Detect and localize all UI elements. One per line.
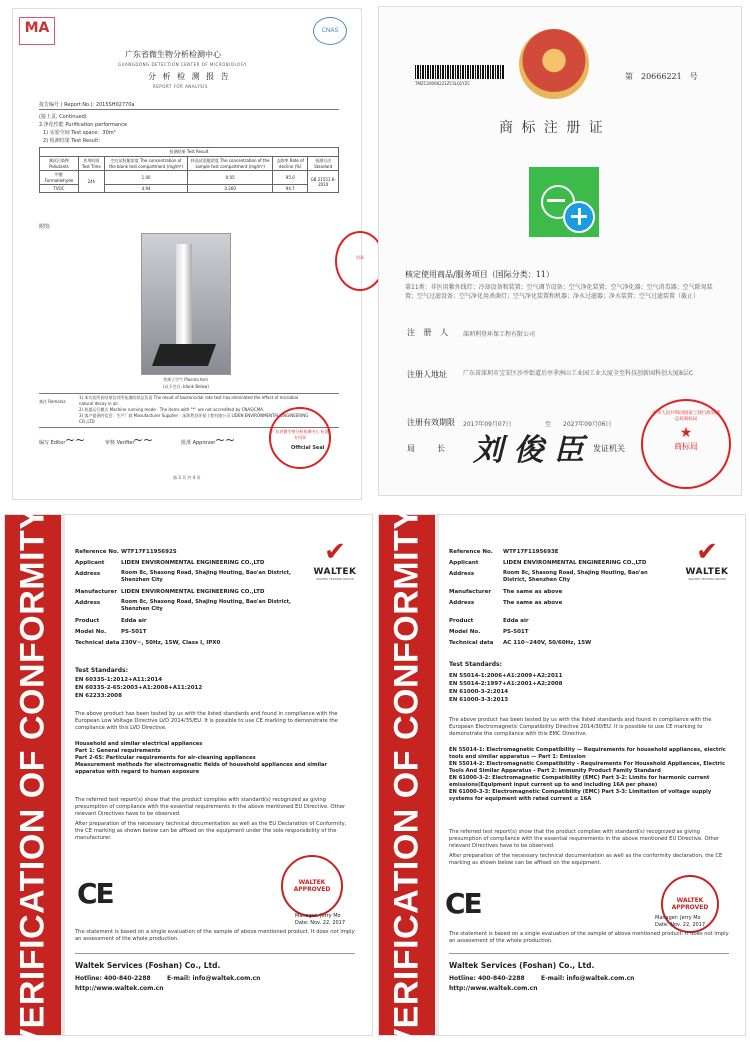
validity-separator: 至 — [545, 421, 552, 428]
standard-item: EN 61000-3-3:2013 — [449, 697, 509, 703]
standards-heading: Test Standards: — [75, 667, 128, 674]
standard-item: EN 60335-2-65:2003+A1:2008+A11:2012 — [75, 685, 203, 691]
table-header: 检测方法 Standard — [308, 157, 339, 171]
issue-date: Date: Nov. 22, 2017 — [295, 920, 346, 926]
table-header: 去除率 Rate of decline (%) — [273, 157, 308, 171]
field-label: Applicant — [449, 560, 479, 566]
table-header: 测试污染物 Pollutants — [40, 157, 79, 171]
emc-certificate — [378, 506, 746, 1052]
star-icon: ★ — [679, 425, 693, 441]
compliance-paragraph: The above product has been tested by us with the listed standards and found in compliance with the European Electromagnetic Compatibility Directive 2014/30/EU. It is possible to use CE marking to demonstrate the compliance with this EMC Directive. — [449, 717, 712, 737]
barcode — [415, 65, 505, 79]
ce-marking-paragraph: After preparation of the necessary technical documentation as well as the EU Declaration of Conformity, the CE marking as shown below can be affixed on the equipment under the sole responsibility of the manufacturer. — [75, 821, 347, 841]
trademark-logo — [529, 167, 599, 237]
official-seal-label: Official Seal — [291, 445, 325, 451]
report-title-en: REPORT FOR ANALYSIS — [153, 84, 208, 89]
issuer-label: 发证机关 — [593, 444, 625, 453]
product: Edda air — [121, 618, 147, 624]
ce-mark: CE — [445, 887, 481, 920]
verifier-label: 审核 Verifier — [105, 440, 135, 446]
manufacturer-address: Room 8c, Shasong Road, Shajing Houting, Bao'an District, Shenzhen City — [121, 599, 291, 612]
field-label: Technical data — [75, 640, 120, 646]
report-paragraph: The referred test report(s) show that the product complies with standard(s) recognized as giving presumption of compliance with the essential requirements in the above mentioned EU Directive. Other relevant Directives have to be observed. — [449, 829, 720, 849]
manufacturer-address: The same as above — [503, 600, 563, 606]
standards-description: EN 55014-1: Electromagnetic Compatibility — Requirements for household appliances, electric tools and similar apparatus — Part 1: Emission EN 55014-2: Electromagnetic Compatibility - Requirements For Household Appliances, Electric Tools And Similar Apparatus - Part 2: Immunity Product Family Standard EN 61000-3-2: Electromagnetic Compatibility (EMC) Part 3-2: Limits for harmonic current emissions(Equipment input current up to and including 16A per phase) EN 61000-3-3: Electromagnetic Compatibility (EMC) Part 3-3: Limitation of voltage supply systems for equipment with rated current ≤ 16A — [449, 747, 726, 802]
website: http://www.waltek.com.cn — [75, 985, 164, 992]
remark-item: 2) 机器运行模式 Machine running mode：The items with "*" are not accredited by CNAS/CMA. — [79, 407, 265, 412]
registrant-value: 深圳利登环保工程有限公司 — [463, 331, 536, 338]
ce-mark: CE — [77, 877, 113, 910]
photo-caption: 等离子空气 Plasma tern — [163, 377, 209, 382]
manufacturer: The same as above — [503, 589, 563, 595]
standard-item: EN 55014-1:2006+A1:2009+A2:2011 — [449, 673, 563, 679]
reference-number: WTF17F1195692S — [121, 549, 177, 555]
standards-description: Household and similar electrical appliances Part 1: General requirements Part 2-65: Particular requirements for air-cleaning appliances Measurement methods for electromagnetic fields of household appliances and similar apparatus with regard to human exposure — [75, 741, 328, 775]
waltek-check-icon: ✔ — [324, 537, 346, 567]
field-label: Model No. — [449, 629, 481, 635]
validity-to: 2027年09月06日 — [563, 421, 612, 428]
report-number: 报告编号 ( Report No.): 2015SH02770a — [39, 102, 135, 108]
product-photo — [141, 233, 231, 375]
company-name: Waltek Services (Foshan) Co., Ltd. — [449, 961, 595, 970]
product: Edda air — [503, 618, 529, 624]
technical-data: 230V~, 50Hz, 15W, Class I, IPX0 — [121, 640, 221, 646]
field-label: Applicant — [75, 560, 105, 566]
national-emblem — [519, 29, 589, 99]
field-label: Reference No. — [449, 549, 493, 555]
standard-item: EN 60335-1:2012+A11:2014 — [75, 677, 163, 683]
editor-label: 编写 Editor — [39, 440, 66, 446]
standard-item: EN 62233:2008 — [75, 693, 122, 699]
field-label: Address — [449, 600, 475, 606]
field-label: Manufacturer — [449, 589, 492, 595]
approver-signature: ~~ — [215, 433, 236, 447]
report-institution-cn: 广东省微生物分析检测中心 — [125, 50, 221, 59]
standard-item: EN 55014-2:1997+A1:2001+A2:2008 — [449, 681, 563, 687]
table-row: 甲醛 Formaldehyde 24h 1.00 0.05 95.0 GB 21551.6-2010 — [40, 171, 339, 185]
director-signature: 刘 俊 臣 — [473, 433, 584, 468]
hotline: Hotline: 400-840-2288 — [449, 975, 525, 982]
email: E-mail: info@waltek.com.cn — [541, 975, 635, 982]
company-name: Waltek Services (Foshan) Co., Ltd. — [75, 961, 221, 970]
inspection-seal: 广东省微生物分析检测中心 检测专用章 — [269, 407, 331, 469]
manager: Manager: Jerry Mo — [295, 913, 341, 919]
registration-number: 第 20666221 号 — [625, 72, 698, 81]
verifier-signature: ~~ — [133, 433, 154, 447]
applicant-address: Room 8c, Shasong Road, Shajing Houting, Bao'an District, Shenzhen City — [503, 570, 648, 583]
cnas-logo: CNAS — [313, 17, 347, 45]
reference-number: WTF17F1195693E — [503, 549, 559, 555]
certificate-title: 商 标 注 册 证 — [499, 120, 605, 136]
website: http://www.waltek.com.cn — [449, 985, 538, 992]
waltek-logo: ✔ WALTEK WALTEK TESTING GROUP — [305, 537, 365, 581]
validity-from: 2017年09月07日 — [463, 421, 512, 428]
band-title: VERIFICATION OF CONFORMITY — [387, 506, 426, 1052]
applicant-address: Room 8c, Shasong Road, Shajing Houting, Bao'an District, Shenzhen City — [121, 570, 291, 583]
test-space: 1) 实验空间 Test space：30m³ — [43, 130, 116, 136]
field-label: Product — [75, 618, 100, 624]
report-institution-en: GUANGDONG DETECTION CENTER OF MICROBIOLOGY — [118, 62, 247, 67]
page-number: 第 3 页 共 4 页 — [173, 475, 201, 480]
field-label: Product — [449, 618, 474, 624]
director-label: 局 长 — [407, 444, 447, 453]
barcode-text: TMZC20066221ZCSL01YZC — [415, 81, 471, 86]
certificate-band — [379, 506, 435, 1052]
table-caption: 检测结果 Test Result — [40, 148, 339, 157]
registrant-label: 注 册 人 — [407, 328, 452, 337]
applicant: LIDEN ENVIRONMENTAL ENGINEERING CO.,LTD — [121, 560, 265, 566]
compliance-paragraph: The above product has been tested by us with the listed standards and found in compliance with the European Low Voltage Directive LVD 2014/35/EU. It is possible to use CE marking to demonstrate the compliance with this LVD Directive. — [75, 711, 338, 731]
trademark-certificate — [378, 6, 742, 496]
table-row: TVOC 4.94 0.260 94.7 — [40, 185, 339, 193]
trademark-office-seal: 中华人民共和国国家工商行政管理总局商标局 ★ 商标局 — [641, 399, 731, 489]
table-header: 作用时间 Test Time — [78, 157, 104, 171]
lvd-certificate — [4, 506, 373, 1052]
ce-marking-paragraph: After preparation of the necessary technical documentation as well as the conformity declaration, the CE marking as shown below can be affixed on the equipment. — [449, 853, 723, 866]
hotline: Hotline: 400-840-2288 — [75, 975, 151, 982]
photo-caption-2: (以下空白, blank Below) — [163, 384, 209, 389]
field-label: Address — [75, 600, 101, 606]
field-label: Reference No. — [75, 549, 119, 555]
standard-item: EN 61000-3-2:2014 — [449, 689, 509, 695]
editor-signature: ~~ — [65, 433, 86, 447]
section-heading: 2.净化性能 Purification performance — [39, 122, 128, 128]
test-report-document — [12, 8, 362, 500]
waltek-logo: ✔ WALTEK WALTEK TESTING GROUP — [677, 537, 737, 581]
report-paragraph: The referred test report(s) show that the product complies with standard(s) recognized as giving presumption of compliance with the essential requirements in the above mentioned EU Directive. Other relevant Directives have to be observed. — [75, 797, 346, 817]
continued-note: (接上页, Continued) — [39, 114, 87, 120]
approver-label: 批准 Approver — [181, 440, 216, 446]
disclaimer: The statement is based on a single evaluation of the sample of above mentioned product. It does not imply an assessment of the whole production. — [449, 931, 729, 944]
model-number: PS-501T — [121, 629, 147, 635]
field-label: Technical data — [449, 640, 494, 646]
result-table — [39, 147, 339, 193]
plus-circle-icon — [563, 201, 595, 233]
table-header: 空白试验舱浓度 The concentration of the blank test compartment (mg/m³) — [104, 157, 187, 171]
standards-heading: Test Standards: — [449, 661, 502, 668]
minus-icon — [547, 199, 565, 202]
address-value: 广东省深圳市宝安区沙井街道后亭茅洲山工业园工业大厦全至科技创新园科创大厦8层C — [463, 370, 694, 377]
applicant: LIDEN ENVIRONMENTAL ENGINEERING CO.,LTD — [503, 560, 647, 566]
certificate-band — [5, 506, 61, 1052]
address-label: 注册人地址 — [407, 370, 447, 379]
email: E-mail: info@waltek.com.cn — [167, 975, 261, 982]
goods-list: 第11类：非医用紫外线灯；冷却设备和装置；空气调节设备；空气净化装置；空气净化器；空气消毒器；空气除臭装置；空气过滤设备；空气净化用杀菌灯；空气净化装置和机器；净水过滤器；净水装置；空气过滤装置（截止） — [405, 284, 713, 300]
validity-label: 注册有效期限 — [407, 418, 455, 427]
field-label: Address — [449, 571, 475, 577]
waltek-seal: WALTEK APPROVED — [661, 875, 719, 933]
manager: Manager: Jerry Mo — [655, 915, 701, 921]
table-header: 样品试验舱浓度 The concentration of the sample test compartment (mg/m³) — [188, 157, 273, 171]
remarks-label: 备注 Remarks — [39, 399, 66, 404]
waltek-seal: WALTEK APPROVED — [281, 855, 343, 917]
remark-item: 1) 本实验所获结果仅对所检测的样品负责 The result of bactericidal rate test has eliminated the effect of microbial natural decay in air. — [79, 395, 299, 406]
remark-item: 3) 客户提供的信息：生产厂商 Manufacturer Supplier：深圳利登环保工程有限公司 LIDEN ENVIRONMENTAL ENGINEERING CO.,LTD — [79, 413, 309, 424]
manufacturer: LIDEN ENVIRONMENTAL ENGINEERING CO.,LTD — [121, 589, 265, 595]
report-title-cn: 分 析 检 测 报 告 — [148, 72, 231, 81]
disclaimer: The statement is based on a single evaluation of the sample of above mentioned product. It does not imply an assessment of the whole production. — [75, 929, 355, 942]
technical-data: AC 110~240V, 50/60Hz, 15W — [503, 640, 592, 646]
band-title: VERIFICATION OF CONFORMITY — [13, 506, 52, 1052]
waltek-check-icon: ✔ — [696, 537, 718, 567]
ma-logo: MA — [19, 17, 55, 45]
issue-date: Date: Nov. 22, 2017 — [655, 922, 706, 928]
photo-label: 附图: — [39, 224, 51, 230]
goods-heading: 核定使用商品/服务项目（国际分类：11） — [405, 270, 554, 279]
field-label: Address — [75, 571, 101, 577]
model-number: PS-501T — [503, 629, 529, 635]
field-label: Manufacturer — [75, 589, 118, 595]
field-label: Model No. — [75, 629, 107, 635]
edge-seal: 用章 — [335, 231, 385, 291]
test-result-label: 2) 检测结果 Test Result： — [43, 138, 104, 144]
